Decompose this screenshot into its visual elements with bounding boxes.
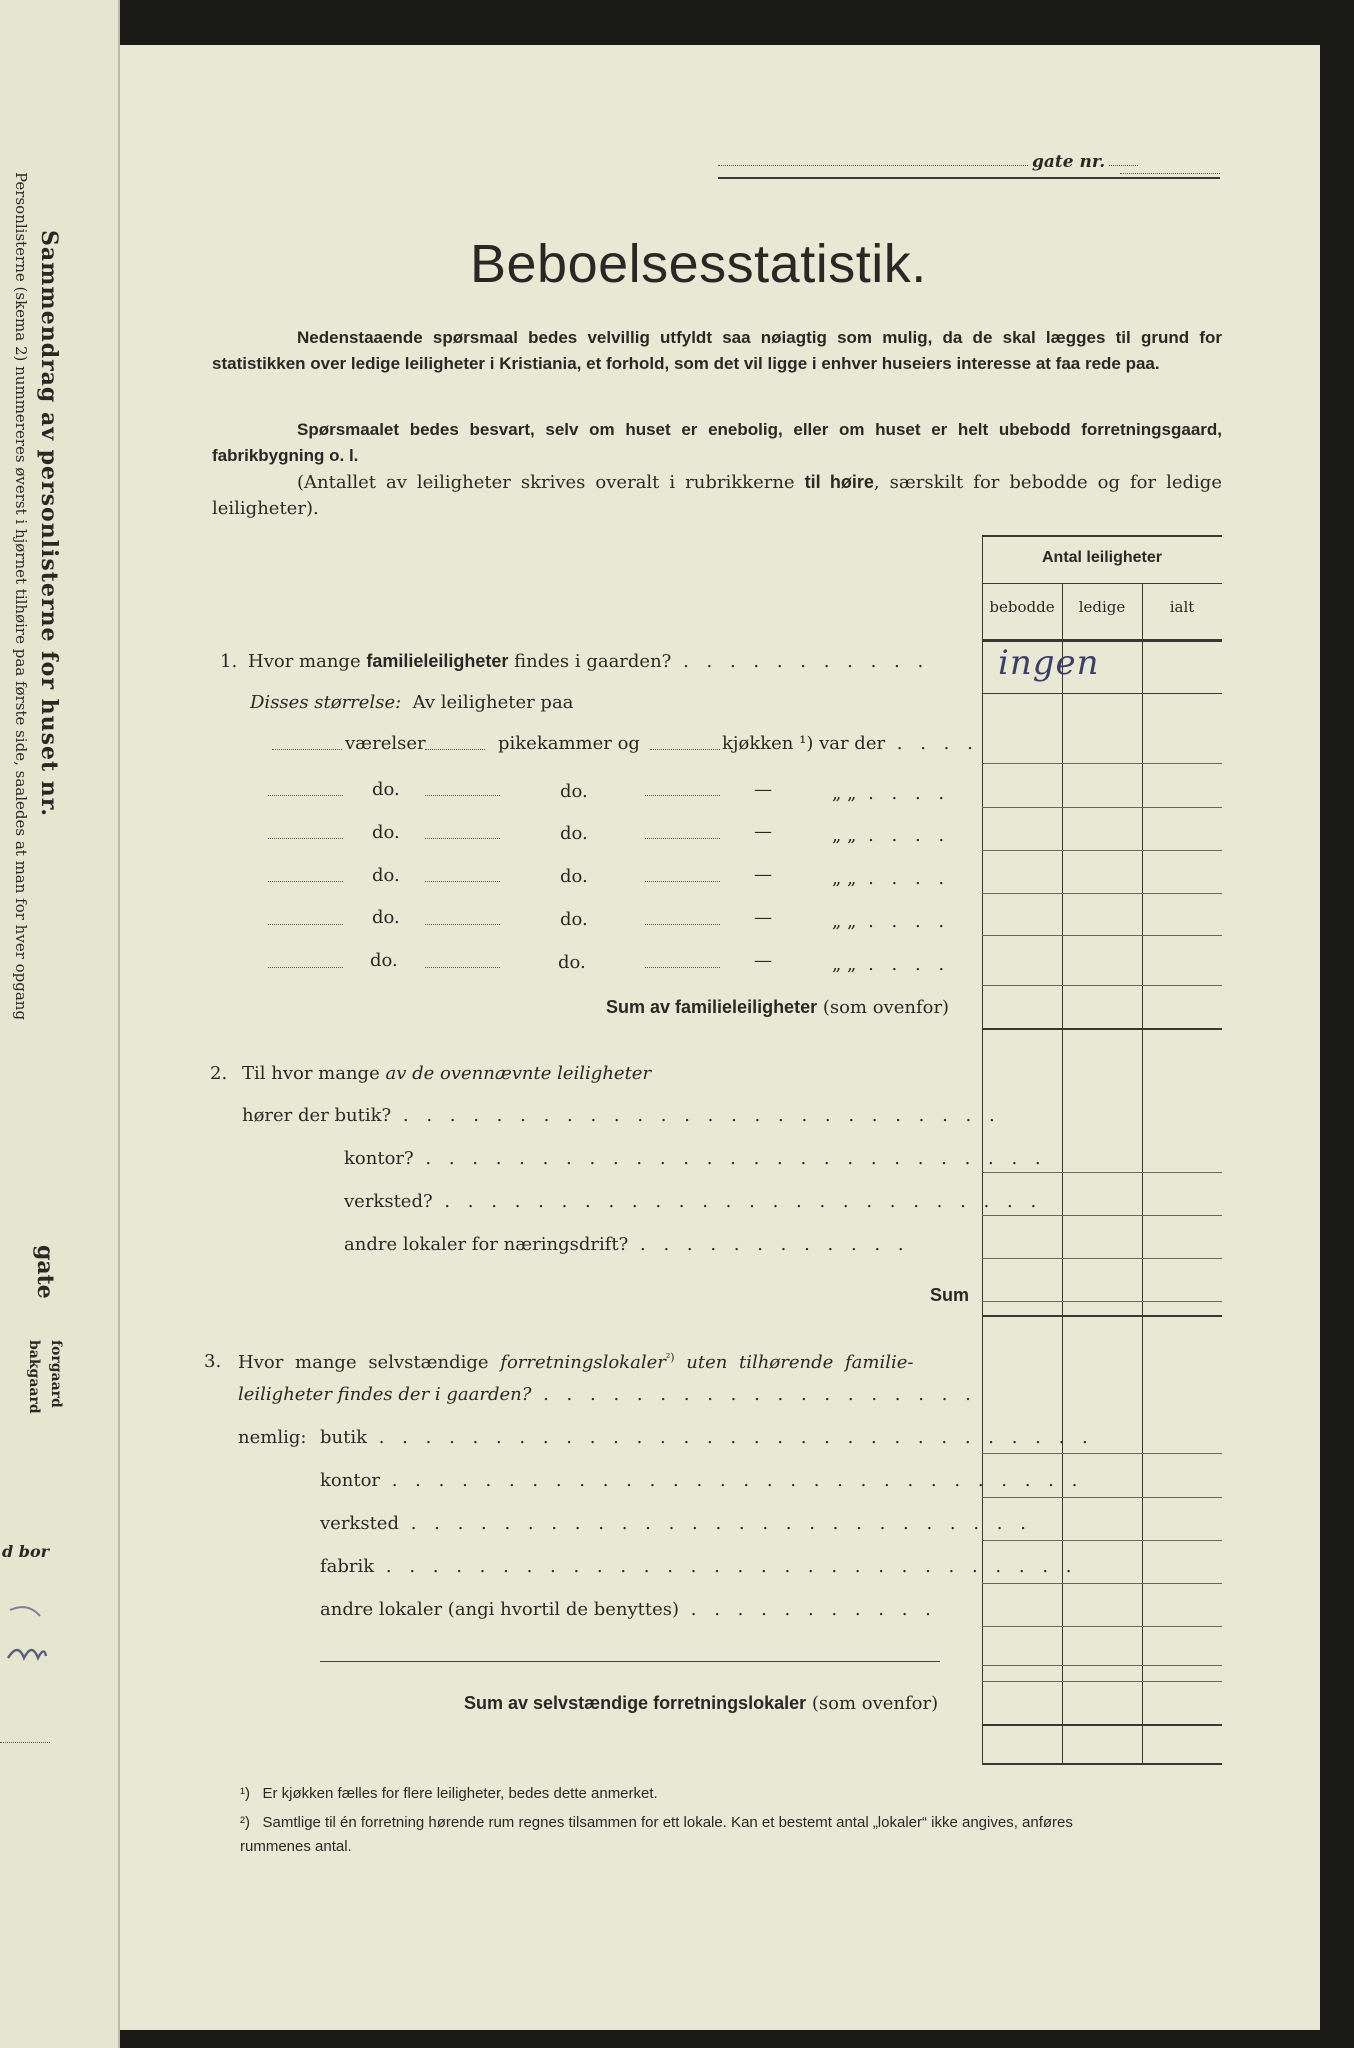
- q1-do2-field-a[interactable]: [268, 838, 343, 839]
- q1-do4-field-a[interactable]: [268, 924, 343, 925]
- row-rule-r5: [982, 935, 1222, 936]
- row-rule-sum1: [982, 1028, 1222, 1030]
- footnote-2-mark: ²): [240, 1814, 250, 1831]
- q1-do1-dots: . . . .: [856, 783, 951, 804]
- q1-do1-quotes-text: „ „: [832, 783, 857, 804]
- q3-question-line2: [238, 1384, 977, 1405]
- table-heading: Antal leiligheter: [1041, 549, 1163, 566]
- q1-row1-pikekammer-field[interactable]: [425, 749, 485, 750]
- q3-kontor-line: [320, 1470, 1083, 1491]
- intro-paragraph-1: Nedenstaaende spørsmaal bedes velvillig utfyldt saa nøiagtig som mulig, da de skal lægges til grund for statistikken over ledige leiligheter i Kristiania, et forhold, som det vil ligge i enhver huseiers interesse at faa rede paa.: [212, 328, 1222, 373]
- row-rule-sum3: [982, 1724, 1222, 1726]
- q1-row1-kjokken-text: kjøkken ¹) var der: [722, 733, 886, 754]
- footnote-1-text: Er kjøkken fælles for flere leiligheter, bedes dette anmerket.: [262, 1785, 658, 1802]
- q2-text-italic: av de ovennævnte leiligheter: [385, 1063, 652, 1084]
- q1-do1-do-b: do.: [560, 781, 588, 802]
- q3-kontor-dots: . . . . . . . . . . . . . . . . . . . . . . . . . . . . . .: [380, 1470, 1084, 1491]
- q2-butik-label: hører der butik?: [242, 1105, 392, 1126]
- q2-andre-dots: . . . . . . . . . . . .: [628, 1234, 910, 1255]
- q1-sum: [606, 997, 949, 1018]
- q1-do4-field-b[interactable]: [425, 924, 500, 925]
- left-bakgaard-label: bakgaard: [26, 1340, 42, 1414]
- q1-do3-quotes: [832, 868, 950, 889]
- q3-andre-specify-field[interactable]: [320, 1661, 940, 1662]
- q2-question: [242, 1063, 651, 1084]
- left-bottom-dotted-line: [0, 1742, 50, 1743]
- q3-text-italic-1: forretningslokaler: [500, 1352, 666, 1373]
- q1-text-bold: familieleiligheter: [366, 651, 509, 671]
- row-rule-q3-butik: [982, 1497, 1222, 1498]
- q2-andre-label: andre lokaler for næringsdrift?: [344, 1234, 629, 1255]
- q1-sum-bold: Sum av familieleiligheter: [606, 997, 818, 1017]
- q2-sum: Sum: [930, 1285, 970, 1305]
- row-rule-r2: [982, 807, 1222, 808]
- q1-do2-dash: —: [754, 821, 772, 842]
- q3-kontor-label: kontor: [320, 1470, 381, 1491]
- header-rule: [718, 177, 1220, 179]
- left-vertical-subtitle: Personlisterne (skema 2) nummereres øverst i hjørnet tilhøire paa første side, saaledes at man for hver opgang: [12, 172, 30, 1021]
- q3-butik-label: butik: [320, 1427, 368, 1448]
- q1-do5-do-b: do.: [558, 952, 586, 973]
- row-rule-q1: [982, 693, 1222, 694]
- q1-do5-quotes-text: „ „: [832, 954, 857, 975]
- q3-verksted-line: [320, 1513, 1032, 1534]
- q1-do4-quotes: [832, 911, 950, 932]
- row-rule-q2-butik: [982, 1172, 1222, 1173]
- q3-line2-dots: . . . . . . . . . . . . . . . . . . .: [531, 1384, 977, 1405]
- row-rule-sum2: [982, 1315, 1222, 1317]
- q1-do2-do-a: do.: [372, 822, 400, 843]
- q1-do5-dash: —: [754, 950, 772, 971]
- q2-butik-line: [242, 1105, 1001, 1126]
- q3-andre-line: [320, 1599, 937, 1620]
- column-header-bebodde: bebodde: [989, 598, 1055, 616]
- q1-do4-do-a: do.: [372, 907, 400, 928]
- table-top-rule: [982, 535, 1222, 537]
- q3-sum-bold: Sum av selvstændige forretningslokaler: [464, 1693, 807, 1713]
- footnote-1-mark: ¹): [240, 1785, 250, 1802]
- column-header-ledige: ledige: [1078, 598, 1126, 616]
- row-rule-q3-extra: [982, 1681, 1222, 1682]
- row-rule-r6: [982, 985, 1222, 986]
- gate-nr-field[interactable]: [1120, 173, 1220, 174]
- q1-do2-do-b: do.: [560, 823, 588, 844]
- q1-leader-dots: . . . . . . . . . . .: [671, 651, 930, 672]
- table-bottom-rule: [982, 1763, 1222, 1765]
- q1-do1-quotes: [832, 783, 950, 804]
- q3-butik-dots: . . . . . . . . . . . . . . . . . . . . . . . . . . . . . . .: [367, 1427, 1094, 1448]
- q1-do1-field-a[interactable]: [268, 795, 343, 796]
- intro-p3-part-a: (Antallet av leiligheter skrives overalt i rubrikkerne: [297, 472, 805, 493]
- q1-question: [248, 651, 929, 672]
- q3-line2-italic: leiligheter findes der i gaarden?: [238, 1384, 532, 1405]
- q1-do4-dash: —: [754, 907, 772, 928]
- table-divider-2: [1142, 583, 1143, 1765]
- q1-do1-dash: —: [754, 779, 772, 800]
- left-forgaard-label: forgaard: [48, 1340, 64, 1408]
- q1-number: 1.: [220, 651, 238, 672]
- row-rule-q2-andre: [982, 1301, 1222, 1302]
- q3-sum: [464, 1693, 938, 1714]
- q3-verksted-dots: . . . . . . . . . . . . . . . . . . . . . . . . . . .: [398, 1513, 1032, 1534]
- row-rule-r3: [982, 850, 1222, 851]
- intro-p3-bold: til høire: [804, 472, 874, 492]
- q1-do1-field-c[interactable]: [645, 795, 720, 796]
- q1-row1-pikekammer: pikekammer og: [498, 733, 640, 754]
- q2-number: 2.: [210, 1063, 228, 1084]
- q1-text-a: Hvor mange: [248, 651, 367, 672]
- footnote-2-text: Samtlige til én forretning hørende rum regnes tilsammen for ett lokale. Kan et bestemt antal „lokaler“ ikke angives, anføres rummenes antal.: [240, 1814, 1073, 1855]
- q1-do3-do-b: do.: [560, 866, 588, 887]
- q1-handwritten-answer[interactable]: ingen: [998, 643, 1100, 683]
- left-d-bor-label: d bor: [2, 1542, 50, 1561]
- handwriting-scribble-icon: [4, 1600, 48, 1680]
- page-title: Beboelsesstatistik.: [470, 234, 927, 294]
- row-rule-q3-andre: [982, 1665, 1222, 1666]
- q1-do2-quotes: [832, 825, 950, 846]
- q3-sum-rest: (som ovenfor): [811, 1693, 939, 1714]
- intro-paragraph-2: Spørsmaalet bedes besvart, selv om huset er enebolig, eller om huset er helt ubebodd forretningsgaard, fabrikbygning o. l.: [212, 420, 1222, 465]
- q1-row1-kjokken-field[interactable]: [650, 749, 720, 750]
- q1-row1-vaerelser-field[interactable]: [272, 749, 342, 750]
- q3-fabrik-dots: . . . . . . . . . . . . . . . . . . . . . . . . . . . . . .: [374, 1556, 1078, 1577]
- q2-kontor-dots: . . . . . . . . . . . . . . . . . . . . . . . . . . .: [413, 1148, 1047, 1169]
- column-header-ialt: ialt: [1169, 598, 1195, 616]
- q1-row1-vaerelser: værelser: [345, 733, 426, 754]
- left-handwriting-mark: [4, 1600, 44, 1680]
- row-rule-q2-kontor: [982, 1215, 1222, 1216]
- intro-paragraph-3: [212, 469, 1222, 522]
- table-divider-1: [1062, 583, 1063, 1765]
- q1-do2-field-b[interactable]: [425, 838, 500, 839]
- q1-do5-quotes: [832, 954, 950, 975]
- q3-footnote-ref: ²): [665, 1351, 675, 1364]
- q1-do3-dots: . . . .: [856, 868, 951, 889]
- left-page: [0, 0, 120, 2048]
- q3-text-a: Hvor mange selvstændige: [238, 1352, 501, 1373]
- q1-text-b: findes i gaarden?: [508, 651, 672, 672]
- q1-do4-dots: . . . .: [856, 911, 951, 932]
- q1-do4-do-b: do.: [560, 909, 588, 930]
- q1-do1-field-b[interactable]: [425, 795, 500, 796]
- q3-verksted-label: verksted: [320, 1513, 399, 1534]
- q1-do3-dash: —: [754, 864, 772, 885]
- q1-row1-kjokken: [722, 733, 979, 754]
- q1-do1-do-a: do.: [372, 779, 400, 800]
- q1-do5-field-c[interactable]: [645, 967, 720, 968]
- row-rule-q2-verksted: [982, 1258, 1222, 1259]
- q2-text-a: Til hvor mange: [242, 1063, 386, 1084]
- q3-text-italic-2: uten tilhørende familie-: [674, 1352, 914, 1373]
- row-rule-r4: [982, 893, 1222, 894]
- q1-do3-field-c[interactable]: [645, 881, 720, 882]
- q3-fabrik-line: [320, 1556, 1078, 1577]
- q1-do3-field-a[interactable]: [268, 881, 343, 882]
- q1-do5-field-a[interactable]: [268, 967, 343, 968]
- row-rule-q3-kontor: [982, 1540, 1222, 1541]
- row-rule-q3-fabrik: [982, 1626, 1222, 1627]
- q2-verksted-line: [344, 1191, 1042, 1212]
- q3-fabrik-label: fabrik: [320, 1556, 375, 1577]
- q2-andre-line: [344, 1234, 910, 1255]
- q3-andre-dots: . . . . . . . . . . .: [679, 1599, 937, 1620]
- row-rule-q3-verksted: [982, 1583, 1222, 1584]
- q2-kontor-line: [344, 1148, 1047, 1169]
- q1-sum-rest: (som ovenfor): [822, 997, 950, 1018]
- q2-butik-dots: . . . . . . . . . . . . . . . . . . . . . . . . . .: [391, 1105, 1001, 1126]
- q1-do2-quotes-text: „ „: [832, 825, 857, 846]
- q3-number: 3.: [204, 1351, 222, 1372]
- form-page: [120, 45, 1320, 2030]
- q1-do2-field-c[interactable]: [645, 838, 720, 839]
- column-header-rule: [982, 639, 1222, 642]
- q3-andre-label: andre lokaler (angi hvortil de benyttes): [320, 1599, 680, 1620]
- footnote-1: [240, 1785, 658, 1802]
- q1-do3-field-b[interactable]: [425, 881, 500, 882]
- left-vertical-title: Sammendrag av personlisterne for huset nr.: [36, 230, 62, 817]
- q1-do3-do-a: do.: [372, 865, 400, 886]
- q3-nemlig-label: nemlig:: [238, 1427, 307, 1448]
- q1-size-line: [250, 692, 573, 713]
- row-rule-r1: [982, 763, 1222, 764]
- gate-nr-label: gate nr.: [1028, 152, 1109, 172]
- q3-butik-line: [320, 1427, 1094, 1448]
- q1-do5-dots: . . . .: [856, 954, 951, 975]
- intro-p3-part-b: , særskilt for bebodde og for ledige leiligheter).: [212, 472, 1222, 519]
- q1-do3-quotes-text: „ „: [832, 868, 857, 889]
- q3-question: [238, 1351, 913, 1373]
- q1-do5-do-a: do.: [370, 950, 398, 971]
- q1-do4-quotes-text: „ „: [832, 911, 857, 932]
- q1-size-label-italic: Disses størrelse:: [250, 692, 402, 713]
- row-rule-q3: [982, 1453, 1222, 1454]
- q2-verksted-label: verksted?: [344, 1191, 433, 1212]
- table-heading-rule: [982, 583, 1222, 584]
- q2-kontor-label: kontor?: [344, 1148, 414, 1169]
- left-gate-label: gate: [32, 1245, 58, 1299]
- q1-row1-dots: . . . .: [885, 733, 979, 754]
- q2-verksted-dots: . . . . . . . . . . . . . . . . . . . . . . . . . .: [432, 1191, 1043, 1212]
- q1-size-label: Av leiligheter paa: [412, 692, 574, 713]
- q1-do5-field-b[interactable]: [425, 967, 500, 968]
- q1-do2-dots: . . . .: [856, 825, 951, 846]
- q1-do4-field-c[interactable]: [645, 924, 720, 925]
- footnote-2: [240, 1811, 1140, 1859]
